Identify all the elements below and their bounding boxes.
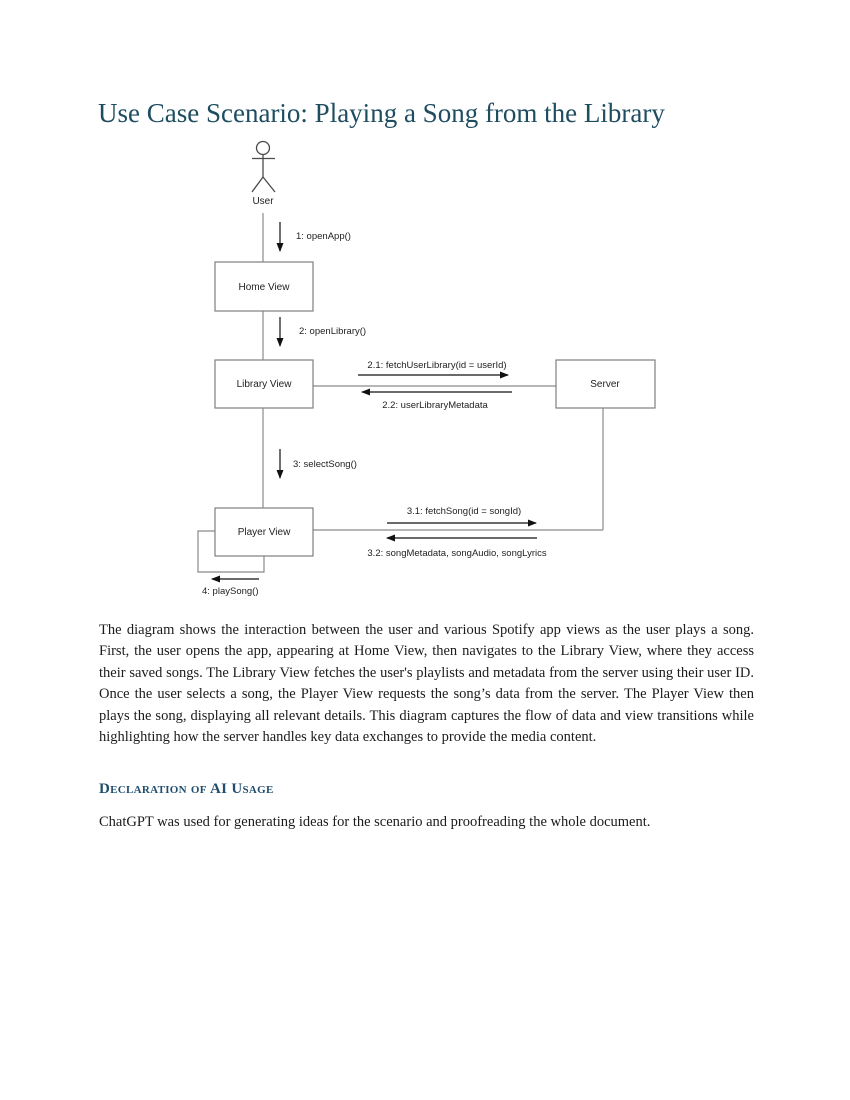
actor-user-icon bbox=[252, 142, 275, 193]
section-heading-ai-usage: Declaration of AI Usage bbox=[99, 781, 274, 797]
message-label-3: 3: selectSong() bbox=[293, 459, 357, 470]
node-home-view-label: Home View bbox=[238, 282, 290, 293]
body-paragraph: The diagram shows the interaction between the user and various Spotify app views as the user plays a song. First, the user opens the app, appearing at Home View, then navigates to the Library View, where they access their saved songs. The Library View fetches the user's playlists and metadata from the server using their user ID. Once the user selects a song, the Player View requests the song’s data from the server. The Player View then plays the song, displaying all relevant details. This diagram captures the flow of data and view transitions while highlighting how the server handles key data exchanges to provide the media content. bbox=[99, 622, 754, 746]
uml-communication-diagram bbox=[0, 135, 850, 605]
message-label-1: 1: openApp() bbox=[296, 231, 351, 242]
message-label-4: 4: playSong() bbox=[202, 586, 259, 597]
page-title: Use Case Scenario: Playing a Song from the Library bbox=[98, 98, 665, 128]
node-home-view bbox=[215, 262, 313, 311]
node-library-view bbox=[215, 360, 313, 408]
message-label-2: 2: openLibrary() bbox=[299, 326, 367, 337]
actor-label: User bbox=[252, 196, 274, 207]
node-library-view-label: Library View bbox=[236, 379, 292, 390]
node-server-label: Server bbox=[590, 379, 620, 390]
message-label-3-1: 3.1: fetchSong(id = songId) bbox=[406, 506, 522, 517]
message-label-3-2: 3.2: songMetadata, songAudio, songLyrics bbox=[367, 548, 547, 559]
node-player-view-label: Player View bbox=[237, 527, 291, 538]
message-label-2-1: 2.1: fetchUserLibrary(id = userId) bbox=[367, 360, 507, 371]
node-server bbox=[556, 360, 655, 408]
message-label-2-2: 2.2: userLibraryMetadata bbox=[382, 400, 488, 411]
ai-usage-note: ChatGPT was used for generating ideas for the scenario and proofreading the whole document. bbox=[99, 814, 651, 830]
node-player-view bbox=[215, 508, 313, 556]
